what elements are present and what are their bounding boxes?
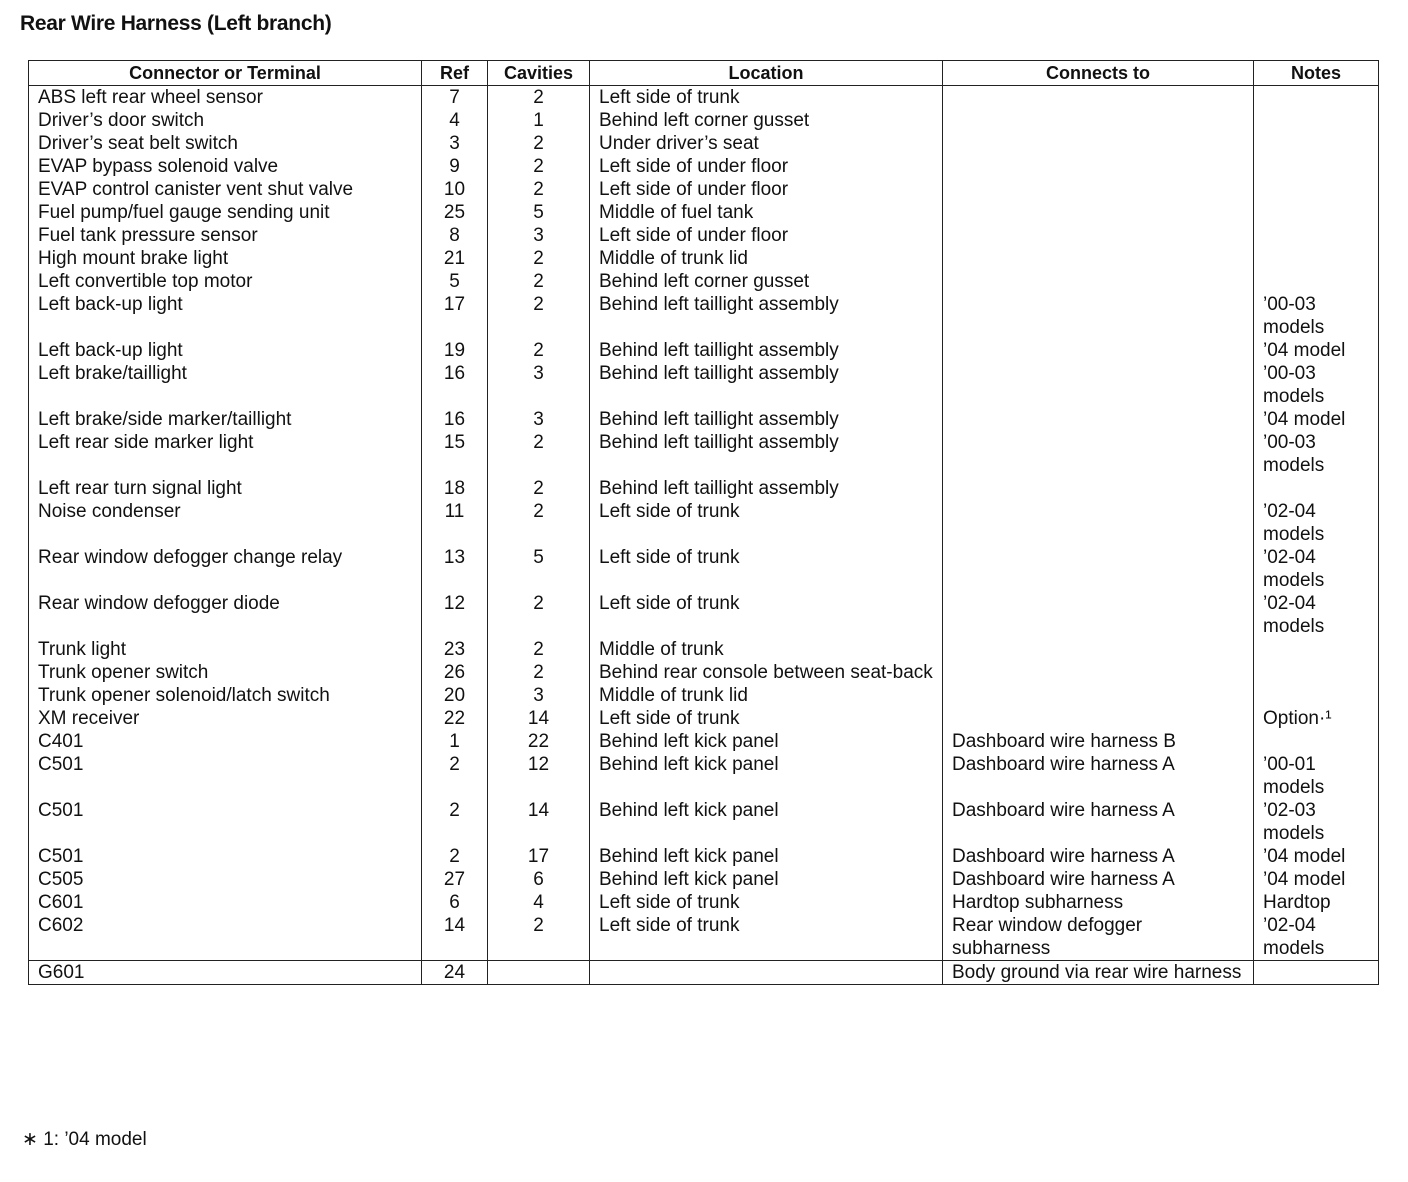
table-row	[29, 224, 1379, 247]
cell-notes: ’04 model	[1254, 868, 1379, 891]
cell-connects-to	[943, 707, 1254, 730]
cell-location: Left side of trunk	[590, 592, 943, 638]
table-row	[29, 86, 1379, 110]
cell-notes	[1254, 638, 1379, 661]
cell-connects-to	[943, 408, 1254, 431]
cell-ref: 20	[422, 684, 488, 707]
cell-connects-to	[943, 592, 1254, 638]
cell-connects-to	[943, 684, 1254, 707]
cell-connects-to	[943, 247, 1254, 270]
cell-connector: Left rear turn signal light	[29, 477, 422, 500]
cell-location: Middle of trunk lid	[590, 684, 943, 707]
cell-cavities: 2	[488, 293, 590, 339]
cell-connects-to	[943, 293, 1254, 339]
cell-location: Behind left taillight assembly	[590, 362, 943, 408]
cell-connects-to: Dashboard wire harness A	[943, 845, 1254, 868]
cell-location: Behind left corner gusset	[590, 270, 943, 293]
cell-cavities: 2	[488, 178, 590, 201]
cell-ref: 16	[422, 408, 488, 431]
table-row	[29, 408, 1379, 431]
table-row	[29, 891, 1379, 914]
cell-connects-to: Rear window defogger subharness	[943, 914, 1254, 961]
cell-ref: 24	[422, 961, 488, 985]
header-cavities: Cavities	[488, 61, 590, 86]
table-row	[29, 362, 1379, 408]
cell-cavities: 3	[488, 684, 590, 707]
cell-cavities: 3	[488, 362, 590, 408]
cell-cavities: 2	[488, 86, 590, 110]
cell-cavities: 22	[488, 730, 590, 753]
cell-connects-to	[943, 638, 1254, 661]
table-row	[29, 707, 1379, 730]
cell-cavities: 3	[488, 408, 590, 431]
cell-location: Under driver’s seat	[590, 132, 943, 155]
table-row	[29, 914, 1379, 961]
cell-cavities	[488, 961, 590, 985]
table-row	[29, 684, 1379, 707]
cell-cavities: 2	[488, 477, 590, 500]
cell-connects-to	[943, 431, 1254, 477]
table-row	[29, 477, 1379, 500]
cell-cavities: 4	[488, 891, 590, 914]
table-row	[29, 247, 1379, 270]
cell-notes: Option·¹	[1254, 707, 1379, 730]
cell-location: Behind left kick panel	[590, 868, 943, 891]
cell-connector: Left back-up light	[29, 339, 422, 362]
table-row	[29, 546, 1379, 592]
cell-cavities: 14	[488, 799, 590, 845]
cell-cavities: 2	[488, 592, 590, 638]
cell-connector: EVAP control canister vent shut valve	[29, 178, 422, 201]
cell-ref: 26	[422, 661, 488, 684]
cell-connects-to	[943, 546, 1254, 592]
header-location: Location	[590, 61, 943, 86]
cell-connects-to	[943, 201, 1254, 224]
cell-connector: C602	[29, 914, 422, 961]
cell-cavities: 2	[488, 247, 590, 270]
cell-location: Behind left kick panel	[590, 799, 943, 845]
cell-ref: 10	[422, 178, 488, 201]
cell-connects-to: Dashboard wire harness A	[943, 753, 1254, 799]
cell-notes	[1254, 201, 1379, 224]
cell-ref: 19	[422, 339, 488, 362]
cell-location	[590, 961, 943, 985]
cell-connector: ABS left rear wheel sensor	[29, 86, 422, 110]
header-notes: Notes	[1254, 61, 1379, 86]
cell-connector: Driver’s seat belt switch	[29, 132, 422, 155]
cell-connects-to	[943, 339, 1254, 362]
cell-location: Left side of trunk	[590, 546, 943, 592]
cell-location: Left side of under floor	[590, 178, 943, 201]
cell-location: Behind left taillight assembly	[590, 431, 943, 477]
cell-ref: 14	[422, 914, 488, 961]
cell-connects-to	[943, 224, 1254, 247]
cell-connector: Left brake/taillight	[29, 362, 422, 408]
cell-location: Behind rear console between seat-back	[590, 661, 943, 684]
cell-cavities: 17	[488, 845, 590, 868]
table-row	[29, 868, 1379, 891]
cell-ref: 13	[422, 546, 488, 592]
cell-cavities: 2	[488, 155, 590, 178]
cell-connector: Fuel tank pressure sensor	[29, 224, 422, 247]
cell-location: Middle of fuel tank	[590, 201, 943, 224]
cell-connector: EVAP bypass solenoid valve	[29, 155, 422, 178]
cell-location: Behind left taillight assembly	[590, 293, 943, 339]
footnote: ∗ 1: ’04 model	[22, 1129, 147, 1150]
cell-connects-to: Hardtop subharness	[943, 891, 1254, 914]
cell-notes: ’02-04 models	[1254, 592, 1379, 638]
cell-cavities: 12	[488, 753, 590, 799]
cell-ref: 21	[422, 247, 488, 270]
cell-location: Behind left kick panel	[590, 845, 943, 868]
cell-ref: 25	[422, 201, 488, 224]
table-row	[29, 638, 1379, 661]
cell-connector: Fuel pump/fuel gauge sending unit	[29, 201, 422, 224]
cell-cavities: 2	[488, 661, 590, 684]
cell-connector: Left rear side marker light	[29, 431, 422, 477]
table-row	[29, 155, 1379, 178]
cell-cavities: 3	[488, 224, 590, 247]
cell-cavities: 2	[488, 500, 590, 546]
cell-ref: 15	[422, 431, 488, 477]
cell-connects-to	[943, 500, 1254, 546]
cell-connects-to	[943, 362, 1254, 408]
table-row	[29, 109, 1379, 132]
cell-notes	[1254, 155, 1379, 178]
cell-connector: Driver’s door switch	[29, 109, 422, 132]
cell-location: Left side of under floor	[590, 155, 943, 178]
cell-connector: Left convertible top motor	[29, 270, 422, 293]
cell-notes: ’00-03 models	[1254, 431, 1379, 477]
harness-table	[28, 60, 1379, 985]
cell-connector: G601	[29, 961, 422, 985]
cell-connector: Rear window defogger diode	[29, 592, 422, 638]
cell-notes: ’02-04 models	[1254, 914, 1379, 961]
cell-ref: 3	[422, 132, 488, 155]
cell-notes	[1254, 684, 1379, 707]
cell-location: Left side of trunk	[590, 86, 943, 110]
cell-ref: 18	[422, 477, 488, 500]
table-row	[29, 178, 1379, 201]
cell-connector: High mount brake light	[29, 247, 422, 270]
cell-notes	[1254, 132, 1379, 155]
table-row	[29, 845, 1379, 868]
page-title: Rear Wire Harness (Left branch)	[20, 12, 332, 35]
cell-connects-to	[943, 477, 1254, 500]
cell-ref: 6	[422, 891, 488, 914]
table-row	[29, 753, 1379, 799]
cell-notes	[1254, 247, 1379, 270]
cell-connects-to: Dashboard wire harness A	[943, 799, 1254, 845]
cell-notes: ’02-03 models	[1254, 799, 1379, 845]
cell-cavities: 2	[488, 270, 590, 293]
cell-location: Behind left taillight assembly	[590, 477, 943, 500]
cell-connects-to	[943, 178, 1254, 201]
table-row	[29, 500, 1379, 546]
cell-connects-to	[943, 270, 1254, 293]
cell-location: Left side of trunk	[590, 914, 943, 961]
cell-notes	[1254, 109, 1379, 132]
cell-connects-to	[943, 132, 1254, 155]
cell-connector: XM receiver	[29, 707, 422, 730]
cell-notes	[1254, 477, 1379, 500]
cell-ref: 9	[422, 155, 488, 178]
table-row	[29, 201, 1379, 224]
cell-location: Left side of under floor	[590, 224, 943, 247]
cell-ref: 4	[422, 109, 488, 132]
cell-notes: ’00-03 models	[1254, 362, 1379, 408]
cell-location: Behind left taillight assembly	[590, 339, 943, 362]
cell-ref: 17	[422, 293, 488, 339]
cell-notes: ’00-03 models	[1254, 293, 1379, 339]
cell-notes	[1254, 178, 1379, 201]
cell-connects-to	[943, 155, 1254, 178]
cell-notes	[1254, 961, 1379, 985]
cell-ref: 11	[422, 500, 488, 546]
cell-connector: Left brake/side marker/taillight	[29, 408, 422, 431]
cell-notes: ’00-01 models	[1254, 753, 1379, 799]
cell-ref: 1	[422, 730, 488, 753]
cell-ref: 2	[422, 753, 488, 799]
table-row	[29, 339, 1379, 362]
cell-notes	[1254, 270, 1379, 293]
cell-ref: 16	[422, 362, 488, 408]
cell-notes: Hardtop	[1254, 891, 1379, 914]
cell-cavities: 2	[488, 914, 590, 961]
cell-connects-to	[943, 109, 1254, 132]
cell-ref: 7	[422, 86, 488, 110]
cell-cavities: 2	[488, 431, 590, 477]
cell-notes	[1254, 661, 1379, 684]
cell-connector: Trunk opener solenoid/latch switch	[29, 684, 422, 707]
cell-connector: C501	[29, 799, 422, 845]
cell-connector: C501	[29, 845, 422, 868]
cell-connects-to: Body ground via rear wire harness	[943, 961, 1254, 985]
cell-notes: ’04 model	[1254, 339, 1379, 362]
cell-location: Behind left kick panel	[590, 730, 943, 753]
cell-cavities: 6	[488, 868, 590, 891]
cell-cavities: 2	[488, 132, 590, 155]
header-ref: Ref	[422, 61, 488, 86]
cell-location: Left side of trunk	[590, 891, 943, 914]
table-row	[29, 132, 1379, 155]
table-row	[29, 270, 1379, 293]
table-header-row	[29, 61, 1379, 86]
cell-cavities: 5	[488, 546, 590, 592]
header-connects-to: Connects to	[943, 61, 1254, 86]
cell-ref: 5	[422, 270, 488, 293]
cell-connects-to	[943, 661, 1254, 684]
cell-connector: C401	[29, 730, 422, 753]
cell-ref: 22	[422, 707, 488, 730]
cell-connector: C601	[29, 891, 422, 914]
cell-notes	[1254, 730, 1379, 753]
table-row	[29, 592, 1379, 638]
cell-ref: 23	[422, 638, 488, 661]
cell-cavities: 14	[488, 707, 590, 730]
table-row	[29, 661, 1379, 684]
cell-notes	[1254, 224, 1379, 247]
cell-connector: C501	[29, 753, 422, 799]
cell-location: Behind left taillight assembly	[590, 408, 943, 431]
cell-location: Middle of trunk lid	[590, 247, 943, 270]
cell-connects-to: Dashboard wire harness A	[943, 868, 1254, 891]
table-row	[29, 961, 1379, 985]
cell-cavities: 1	[488, 109, 590, 132]
table-row	[29, 799, 1379, 845]
cell-notes: ’04 model	[1254, 845, 1379, 868]
table-row	[29, 730, 1379, 753]
cell-connector: Rear window defogger change relay	[29, 546, 422, 592]
cell-ref: 27	[422, 868, 488, 891]
cell-ref: 8	[422, 224, 488, 247]
cell-location: Behind left corner gusset	[590, 109, 943, 132]
cell-ref: 2	[422, 799, 488, 845]
cell-connects-to: Dashboard wire harness B	[943, 730, 1254, 753]
cell-connects-to	[943, 86, 1254, 110]
table-row	[29, 293, 1379, 339]
cell-notes: ’02-04 models	[1254, 546, 1379, 592]
cell-connector: Left back-up light	[29, 293, 422, 339]
cell-connector: Trunk opener switch	[29, 661, 422, 684]
cell-notes: ’02-04 models	[1254, 500, 1379, 546]
cell-location: Middle of trunk	[590, 638, 943, 661]
cell-location: Behind left kick panel	[590, 753, 943, 799]
cell-notes	[1254, 86, 1379, 110]
table-row	[29, 431, 1379, 477]
cell-cavities: 5	[488, 201, 590, 224]
cell-notes: ’04 model	[1254, 408, 1379, 431]
header-connector: Connector or Terminal	[29, 61, 422, 86]
cell-location: Left side of trunk	[590, 707, 943, 730]
cell-connector: Trunk light	[29, 638, 422, 661]
cell-connector: C505	[29, 868, 422, 891]
cell-cavities: 2	[488, 638, 590, 661]
cell-ref: 2	[422, 845, 488, 868]
cell-ref: 12	[422, 592, 488, 638]
cell-cavities: 2	[488, 339, 590, 362]
cell-connector: Noise condenser	[29, 500, 422, 546]
cell-location: Left side of trunk	[590, 500, 943, 546]
